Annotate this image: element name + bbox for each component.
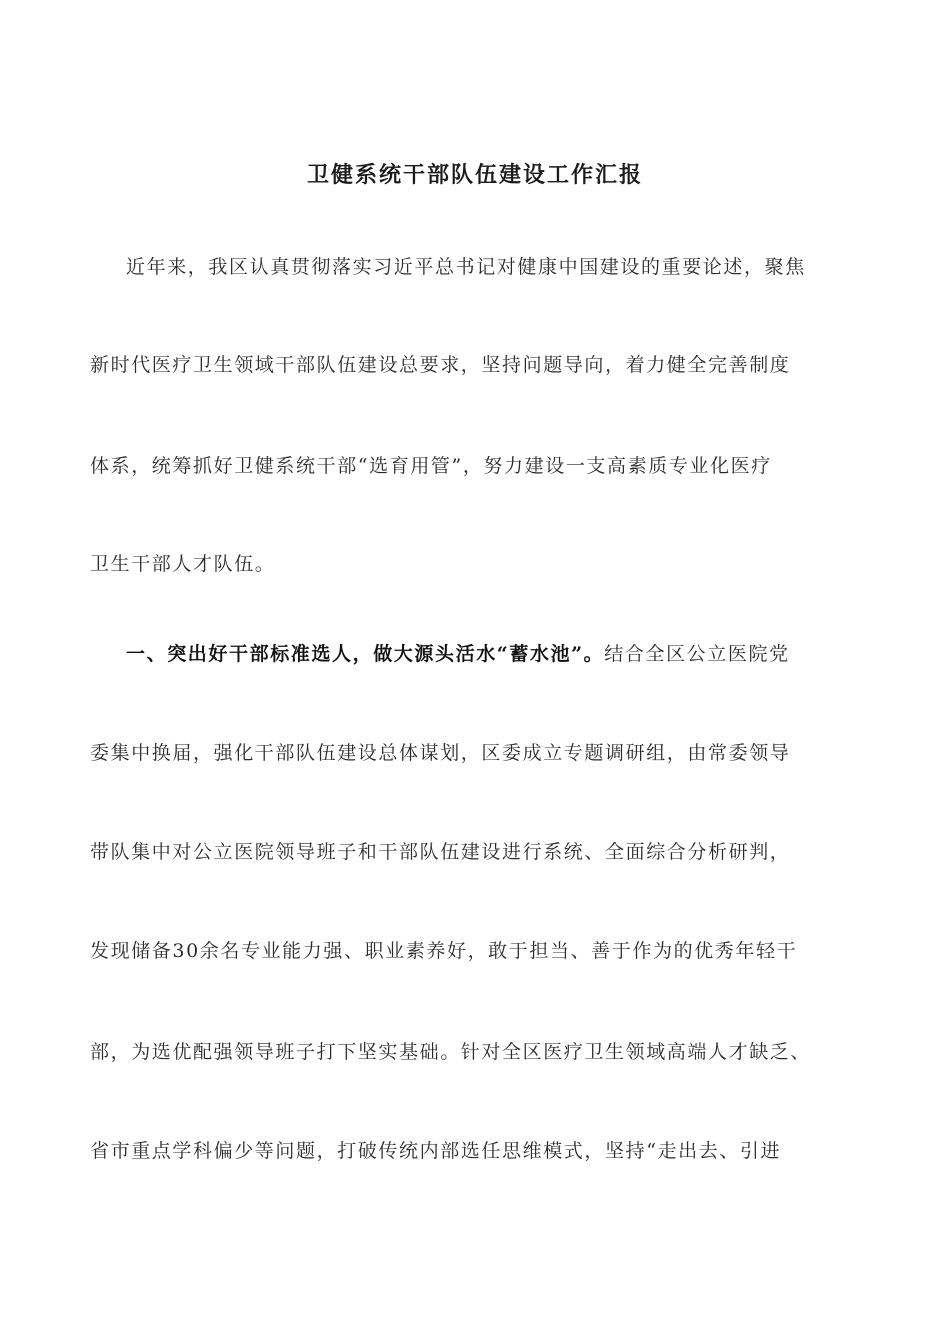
section-heading: 一、突出好干部标准选人，做大源头活水“蓄水池”。: [126, 643, 605, 665]
paragraph-1-line-2: 新时代医疗卫生领域干部队伍建设总要求，坚持问题导向，着力健全完善制度: [90, 354, 791, 376]
paragraph-1-line-4: 卫生干部人才队伍。: [90, 553, 276, 575]
paragraph-2-line-1: [126, 640, 870, 668]
document-title: 卫健系统干部队伍建设工作汇报: [306, 162, 643, 188]
paragraph-2-line-5: 部，为选优配强领导班子打下坚实基础。针对全区医疗卫生领域高端人才缺乏、: [90, 1041, 812, 1063]
paragraph-1-line-1: 近年来，我区认真贯彻落实习近平总书记对健康中国建设的重要论述，聚焦: [126, 256, 806, 278]
paragraph-1-line-3: 体系，统筹抓好卫健系统干部“选育用管”，努力建设一支高素质专业化医疗: [90, 455, 772, 477]
paragraph-2-line-1-text: 结合全区公立医院党: [604, 643, 790, 665]
paragraph-2-line-6: 省市重点学科偏少等问题，打破传统内部选任思维模式，坚持“走出去、引进: [90, 1140, 782, 1162]
paragraph-2-line-4: 发现储备30余名专业能力强、职业素养好，敢于担当、善于作为的优秀年轻干: [90, 940, 798, 962]
paragraph-2-line-2: 委集中换届，强化干部队伍建设总体谋划，区委成立专题调研组，由常委领导: [90, 742, 791, 764]
paragraph-2-line-3: 带队集中对公立医院领导班子和干部队伍建设进行系统、全面综合分析研判，: [90, 841, 791, 863]
